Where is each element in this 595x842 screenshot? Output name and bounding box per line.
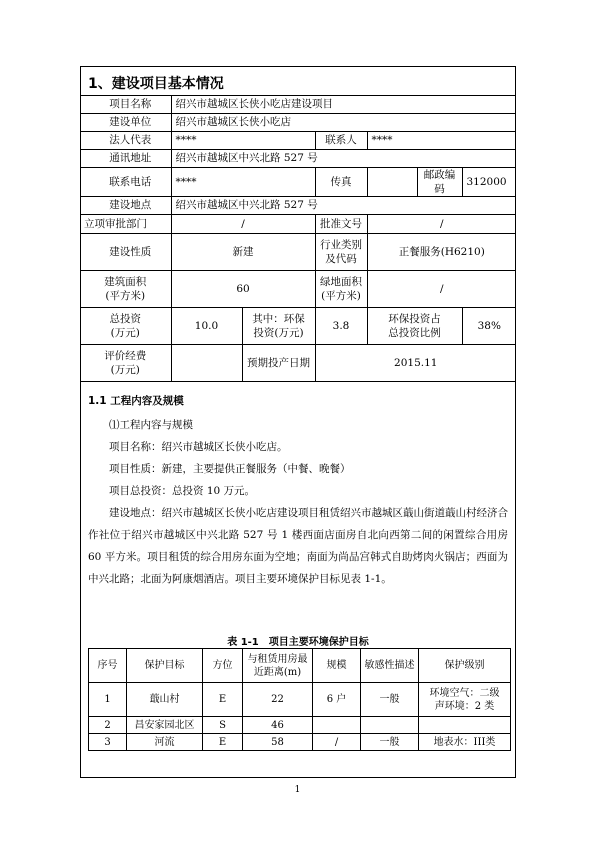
- env-ratio-label: 环保投资占 总投资比例: [367, 307, 462, 344]
- table-row: [80, 131, 516, 149]
- cell-target: 河流: [127, 734, 203, 751]
- cell-target: 昌安家园北区: [127, 717, 203, 734]
- industry-value: 正餐服务(H6210): [367, 233, 516, 270]
- table-row: [80, 196, 516, 214]
- table-row: [80, 344, 516, 381]
- site-label: 建设地点: [80, 196, 171, 214]
- legal-rep-label: 法人代表: [80, 131, 171, 149]
- approval-no-label: 批准文号: [315, 214, 367, 233]
- table-row: [80, 270, 516, 307]
- cell-index: 2: [89, 717, 127, 734]
- approval-dept-value: /: [171, 214, 315, 233]
- para-name: 项目名称：绍兴市越城区长侠小吃店。: [109, 441, 288, 453]
- cell-distance: 22: [243, 683, 313, 717]
- address-value: 绍兴市越城区中兴北路 527 号: [171, 149, 516, 167]
- header-level: 保护级别: [419, 649, 511, 683]
- header-target: 保护目标: [127, 649, 203, 683]
- approval-no-value: /: [367, 214, 516, 233]
- postcode-value: 312000: [462, 167, 516, 196]
- table-row: [89, 734, 511, 751]
- header-scale: 规模: [313, 649, 361, 683]
- para-nature: 项目性质：新建，主要提供正餐服务（中餐、晚餐）: [109, 463, 351, 475]
- cell-direction: E: [203, 734, 243, 751]
- cell-distance: 46: [243, 717, 313, 734]
- green-label: 绿地面积 (平方米): [315, 270, 367, 307]
- cell-index: 3: [89, 734, 127, 751]
- para-invest: 项目总投资：总投资 10 万元。: [109, 485, 256, 497]
- green-value: /: [367, 270, 516, 307]
- header-direction: 方位: [203, 649, 243, 683]
- table-row: [80, 95, 516, 113]
- para-site: 建设地点：绍兴市越城区长侠小吃店建设项目租赁绍兴市越城区蕺山街道蕺山村经济合作社位于绍兴市越城区中兴北路 527 号 1 楼西面店面房自北向西第二间的闲置综合用房 60 平方米。项目租赁的综合用房东面为空地；南面为尚品宫韩式自助烤肉火锅店；西面为中兴北路；北面为阿康烟酒店。项目主要环境保护目标见表 1-1。: [88, 507, 508, 585]
- approval-dept-label: 立项审批部门: [80, 214, 171, 233]
- prod-date-label: 预期投产日期: [242, 344, 315, 381]
- cell-scale: [313, 717, 361, 734]
- phone-value: ****: [171, 167, 315, 196]
- page-number: 1: [294, 785, 301, 795]
- cell-scale: /: [313, 734, 361, 751]
- cell-direction: E: [203, 683, 243, 717]
- cell-distance: 58: [243, 734, 313, 751]
- table-row: [89, 717, 511, 734]
- cell-level: 地表水：III类: [419, 734, 511, 751]
- cell-sensitivity: [361, 717, 419, 734]
- table-row: [80, 233, 516, 270]
- table-row: [80, 307, 516, 344]
- header-distance: 与租赁用房最近距离(m): [243, 649, 313, 683]
- prod-date-value: 2015.11: [315, 344, 516, 381]
- legal-rep-value: ****: [171, 131, 315, 149]
- area-label: 建筑面积 (平方米): [80, 270, 171, 307]
- table-row: [80, 149, 516, 167]
- cell-target: 蕺山村: [127, 683, 203, 717]
- env-table-caption: 表 1-1 项目主要环境保护目标: [227, 637, 369, 648]
- env-invest-label: 其中：环保 投资(万元): [242, 307, 315, 344]
- site-value: 绍兴市越城区中兴北路 527 号: [171, 196, 516, 214]
- basic-info-table: [80, 95, 516, 382]
- cell-direction: S: [203, 717, 243, 734]
- industry-label: 行业类别 及代码: [315, 233, 367, 270]
- table-row: [80, 214, 516, 233]
- env-invest-value: 3.8: [315, 307, 367, 344]
- contact-label: 联系人: [315, 131, 367, 149]
- header-index: 序号: [89, 649, 127, 683]
- builder-label: 建设单位: [80, 113, 171, 131]
- contact-value: ****: [367, 131, 516, 149]
- project-name-label: 项目名称: [80, 95, 171, 113]
- fax-label: 传真: [315, 167, 367, 196]
- phone-label: 联系电话: [80, 167, 171, 196]
- nature-value: 新建: [171, 233, 315, 270]
- cell-index: 1: [89, 683, 127, 717]
- project-name-value: 绍兴市越城区长侠小吃店建设项目: [171, 95, 516, 113]
- env-protection-table: [88, 648, 511, 751]
- address-label: 通讯地址: [80, 149, 171, 167]
- table-row: [80, 167, 516, 196]
- section-title: 1、建设项目基本情况: [88, 76, 224, 92]
- eval-fee-value: [171, 344, 242, 381]
- project-content: [88, 393, 508, 590]
- builder-value: 绍兴市越城区长侠小吃店: [171, 113, 516, 131]
- invest-label: 总投资 (万元): [80, 307, 171, 344]
- content-heading: 1.1 工程内容及规模: [88, 395, 184, 407]
- header-sensitivity: 敏感性描述: [361, 649, 419, 683]
- cell-scale: 6 户: [313, 683, 361, 717]
- cell-sensitivity: 一般: [361, 734, 419, 751]
- table-row: [80, 113, 516, 131]
- nature-label: 建设性质: [80, 233, 171, 270]
- eval-fee-label: 评价经费 (万元): [80, 344, 171, 381]
- invest-value: 10.0: [171, 307, 242, 344]
- cell-level: 环境空气：二级 声环境：2 类: [419, 683, 511, 717]
- postcode-label: 邮政编码: [417, 167, 462, 196]
- table-row: [89, 683, 511, 717]
- area-value: 60: [171, 270, 315, 307]
- table-header-row: [89, 649, 511, 683]
- env-ratio-value: 38%: [462, 307, 516, 344]
- fax-value: [367, 167, 417, 196]
- cell-sensitivity: 一般: [361, 683, 419, 717]
- para-scale: ⑴工程内容与规模: [109, 419, 193, 431]
- cell-level: [419, 717, 511, 734]
